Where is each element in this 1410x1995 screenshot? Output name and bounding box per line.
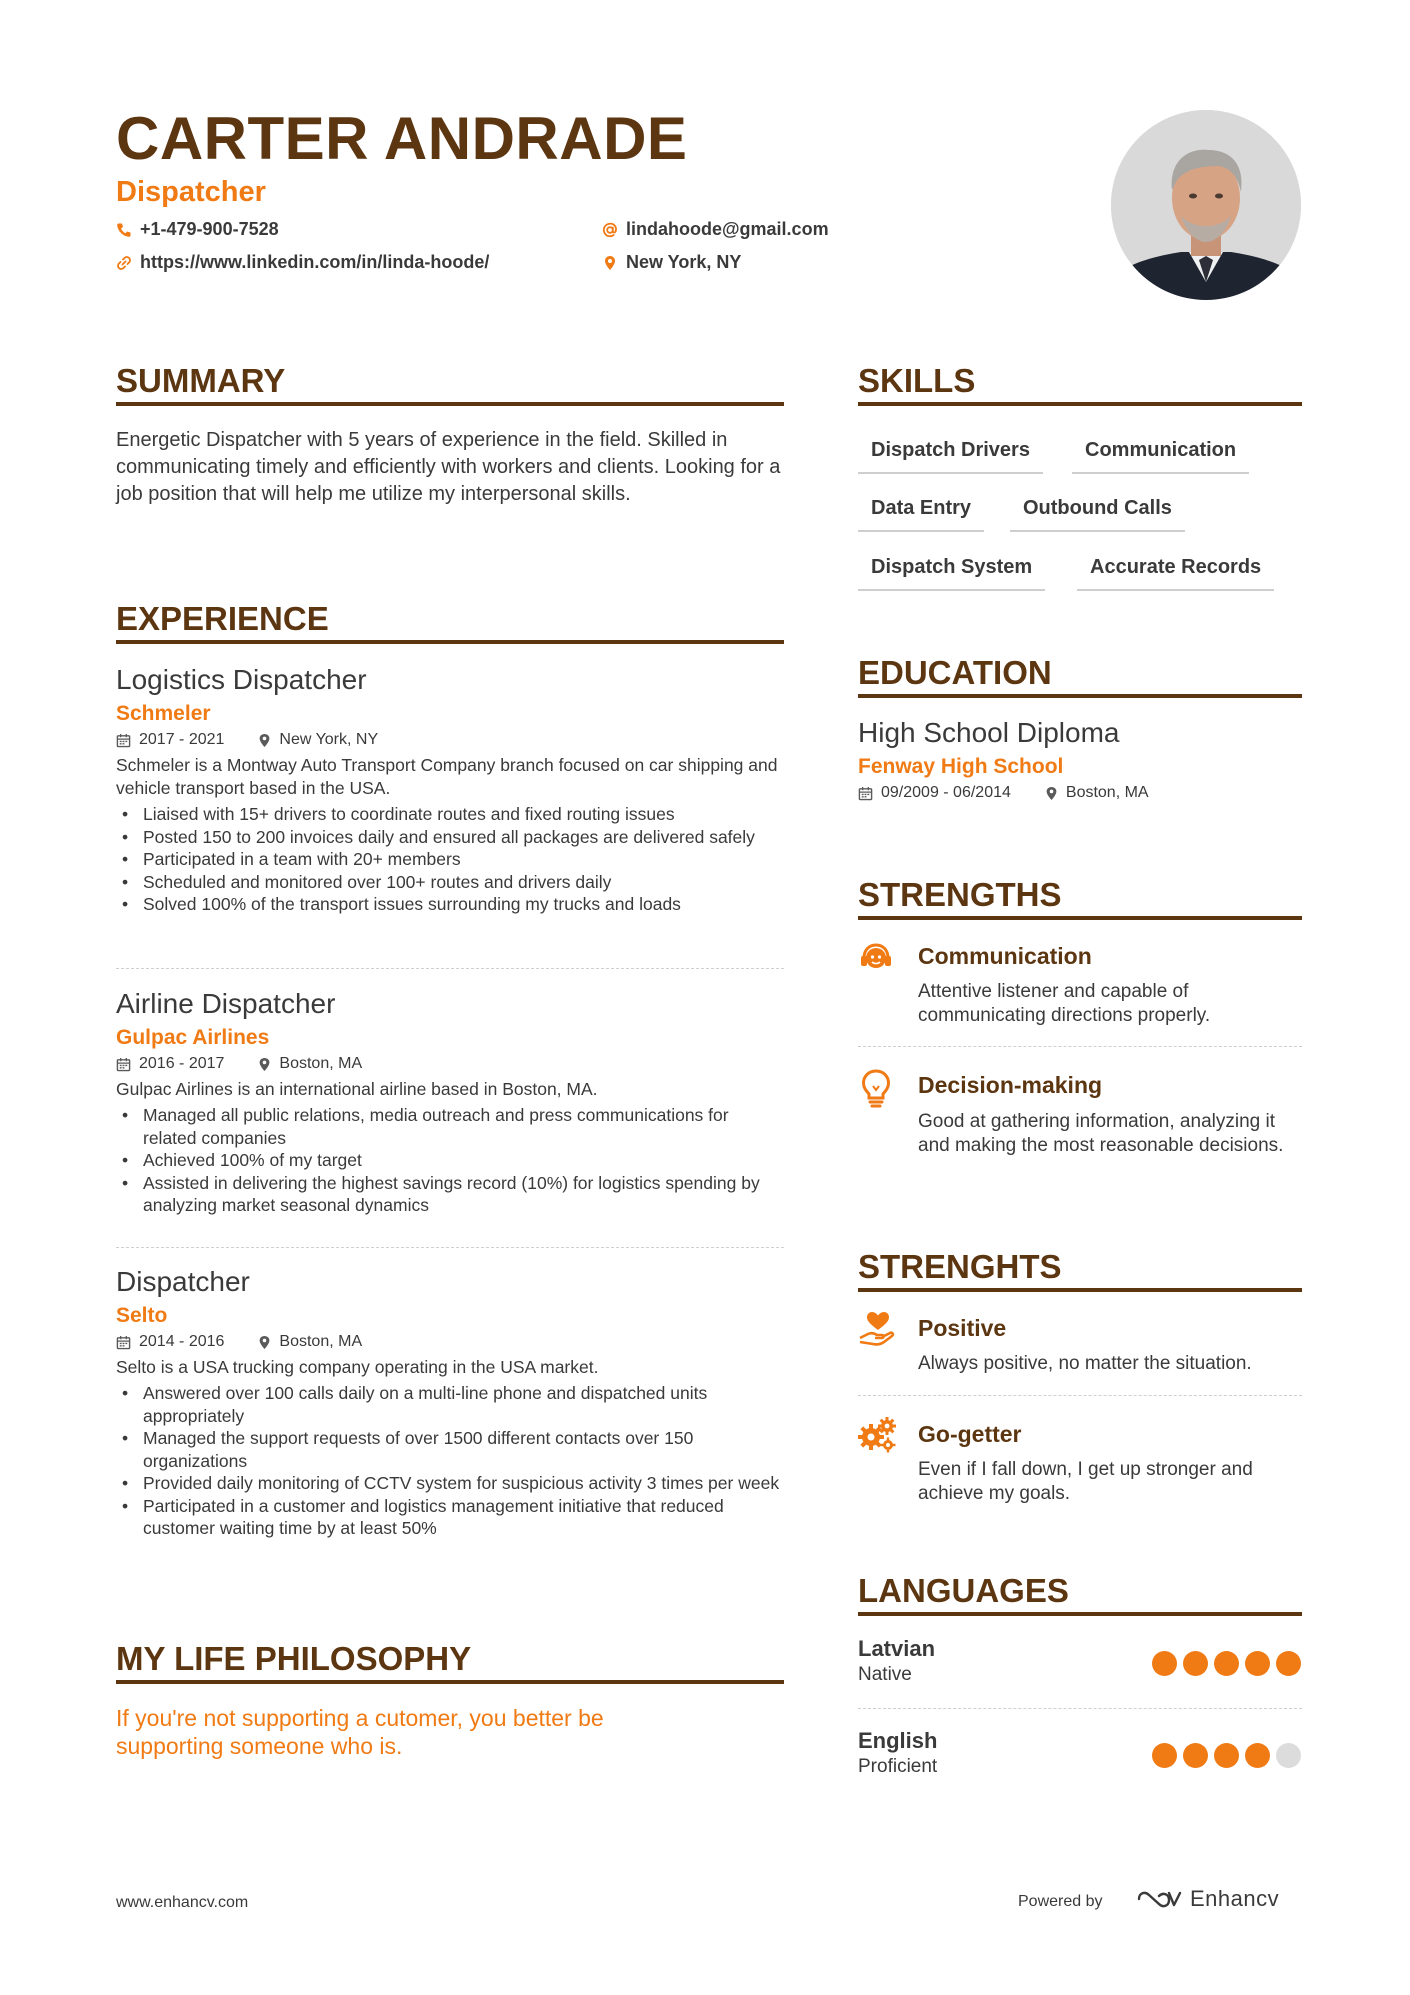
phone-icon [116,222,132,238]
phone-contact [116,219,279,240]
bullet-item: • Posted 150 to 200 invoices daily and ensured all packages are delivered safely [143,826,786,849]
enhancv-logo-icon [1136,1887,1182,1911]
rating-dot-filled [1214,1651,1239,1676]
skill-tag: Communication [1072,439,1249,474]
bullet-item: • Achieved 100% of my target [143,1149,786,1172]
skills-rule [858,402,1302,406]
strength-title: Go-getter [918,1421,1022,1447]
languages-rule [858,1612,1302,1616]
strength-title: Decision-making [918,1072,1103,1098]
summary-text: Energetic Dispatcher with 5 years of experience in the field. Skilled in communicating timely and efficiently with workers and clients. Looking for a job position that will help me utilize my interpersonal skills. [116,429,781,505]
rating-dot-filled [1245,1743,1270,1768]
candidate-name: CARTER ANDRADE [116,105,688,172]
experience-item [116,1266,786,1540]
footer-website[interactable]: www.enhancv.com [116,1894,249,1911]
strength-title: Communication [918,943,1092,969]
education-item [858,717,1302,802]
education-dates: 09/2009 - 06/2014 [881,784,1011,801]
strength-text: Always positive, no matter the situation. [918,1353,1252,1374]
education-meta [858,784,1302,802]
job-meta [116,1333,786,1351]
bullet-item: • Participated in a customer and logistics management initiative that reduced customer waiting time by at least 50% [143,1495,786,1540]
calendar-icon [116,733,131,748]
skill-tag: Dispatch System [858,556,1045,591]
skill-tag: Data Entry [858,497,984,532]
skill-tag: Outbound Calls [1010,497,1185,532]
divider [858,1046,1302,1047]
job-description: Selto is a USA trucking company operating in the USA market. [116,1357,599,1377]
lightbulb-icon [858,1068,894,1113]
education-heading: EDUCATION [858,654,1052,691]
link-icon [116,255,132,271]
calendar-icon [858,786,873,801]
education-location: Boston, MA [1065,784,1149,801]
strenghts-heading: STRENGHTS [858,1248,1062,1285]
summary-rule [116,402,784,406]
strengths-rule [858,916,1302,920]
rating-dot-filled [1214,1743,1239,1768]
bullet-item: • Provided daily monitoring of CCTV system for suspicious activity 3 times per week [143,1472,786,1495]
job-title: Dispatcher [116,1266,250,1297]
location-contact [602,252,741,273]
summary-heading: SUMMARY [116,362,286,399]
experience-heading: EXPERIENCE [116,600,329,637]
rating-dot-filled [1152,1743,1177,1768]
rating-dot-empty [1276,1743,1301,1768]
job-location: Boston, MA [279,1055,363,1072]
experience-item [116,988,786,1217]
job-title: Airline Dispatcher [116,988,336,1019]
location-pin-icon [258,733,271,748]
bullet-item: • Managed all public relations, media outreach and press communications for related companies [143,1104,786,1149]
job-bullets [116,1104,786,1217]
philosophy-rule [116,1680,784,1684]
rating-dot-filled [1276,1651,1301,1676]
divider [858,1708,1302,1709]
email-contact[interactable] [602,219,829,240]
rating-dot-filled [1183,1651,1208,1676]
calendar-icon [116,1057,131,1072]
language-rating [1152,1651,1301,1676]
enhancv-brand-text: Enhancv [1190,1886,1280,1911]
profile-photo [1111,110,1301,300]
job-dates: 2017 - 2021 [139,731,225,748]
divider [858,1395,1302,1396]
phone-text: +1-479-900-7528 [140,219,279,239]
calendar-icon [116,1335,131,1350]
language-level: Proficient [858,1756,938,1777]
at-icon [602,222,618,238]
degree-title: High School Diploma [858,717,1120,748]
experience-rule [116,640,784,644]
rating-dot-filled [1245,1651,1270,1676]
location-pin-icon [258,1335,271,1350]
philosophy-quote: If you're not supporting a cutomer, you better be supporting someone who is. [116,1705,604,1759]
job-location: Boston, MA [279,1333,363,1350]
strength-text: Attentive listener and capable of communicating directions properly. [918,981,1211,1026]
company-name: Schmeler [116,702,211,725]
job-meta [116,1055,786,1073]
location-pin-icon [602,255,618,271]
linkedin-contact[interactable] [116,252,489,273]
school-name: Fenway High School [858,755,1064,778]
company-name: Selto [116,1304,168,1327]
language-name: Latvian [858,1636,936,1661]
job-description: Schmeler is a Montway Auto Transport Company branch focused on car shipping and vehicle transport based in the USA. [116,755,778,798]
bullet-item: • Participated in a team with 20+ members [143,848,786,871]
profile-portrait [1111,110,1301,300]
divider [116,1247,784,1248]
footer-powered-by: Powered by [1018,1893,1103,1910]
candidate-role: Dispatcher [116,176,266,208]
bullet-item: • Liaised with 15+ drivers to coordinate routes and fixed routing issues [143,803,786,826]
gears-icon [856,1415,898,1460]
job-location: New York, NY [279,731,379,748]
location-text: New York, NY [626,252,742,272]
skill-tag: Dispatch Drivers [858,439,1043,474]
hand-heart-icon [858,1310,898,1353]
rating-dot-filled [1152,1651,1177,1676]
divider [116,968,784,969]
strength-title: Positive [918,1315,1007,1341]
strenghts-rule [858,1288,1302,1292]
language-level: Native [858,1664,912,1685]
company-name: Gulpac Airlines [116,1026,270,1049]
location-pin-icon [258,1057,271,1072]
languages-heading: LANGUAGES [858,1572,1069,1609]
job-bullets [116,1382,786,1540]
job-bullets [116,803,786,916]
headset-icon [858,940,894,981]
job-title: Logistics Dispatcher [116,664,367,695]
strengths-heading: STRENGTHS [858,876,1062,913]
skill-tag: Accurate Records [1077,556,1274,591]
enhancv-logo[interactable] [1136,1886,1279,1912]
philosophy-heading: MY LIFE PHILOSOPHY [116,1640,472,1677]
email-text[interactable]: lindahoode@gmail.com [626,219,829,239]
bullet-item: • Managed the support requests of over 1500 different contacts over 150 organizations [143,1427,786,1472]
bullet-item: • Assisted in delivering the highest savings record (10%) for logistics spending by analyzing market seasonal dynamics [143,1172,786,1217]
job-dates: 2016 - 2017 [139,1055,225,1072]
job-meta [116,731,786,749]
education-rule [858,694,1302,698]
job-description: Gulpac Airlines is an international airline based in Boston, MA. [116,1079,598,1099]
job-dates: 2014 - 2016 [139,1333,225,1350]
skills-heading: SKILLS [858,362,976,399]
experience-item [116,664,786,916]
strength-text: Good at gathering information, analyzing it and making the most reasonable decisions. [918,1111,1284,1156]
bullet-item: • Scheduled and monitored over 100+ routes and drivers daily [143,871,786,894]
bullet-item: • Answered over 100 calls daily on a multi-line phone and dispatched units appropriately [143,1382,786,1427]
bullet-item: • Solved 100% of the transport issues surrounding my trucks and loads [143,893,786,916]
language-rating [1152,1743,1301,1768]
strength-text: Even if I fall down, I get up stronger and achieve my goals. [918,1459,1253,1504]
location-pin-icon [1045,786,1058,801]
linkedin-text[interactable]: https://www.linkedin.com/in/linda-hoode/ [140,252,490,272]
language-name: English [858,1728,938,1753]
rating-dot-filled [1183,1743,1208,1768]
